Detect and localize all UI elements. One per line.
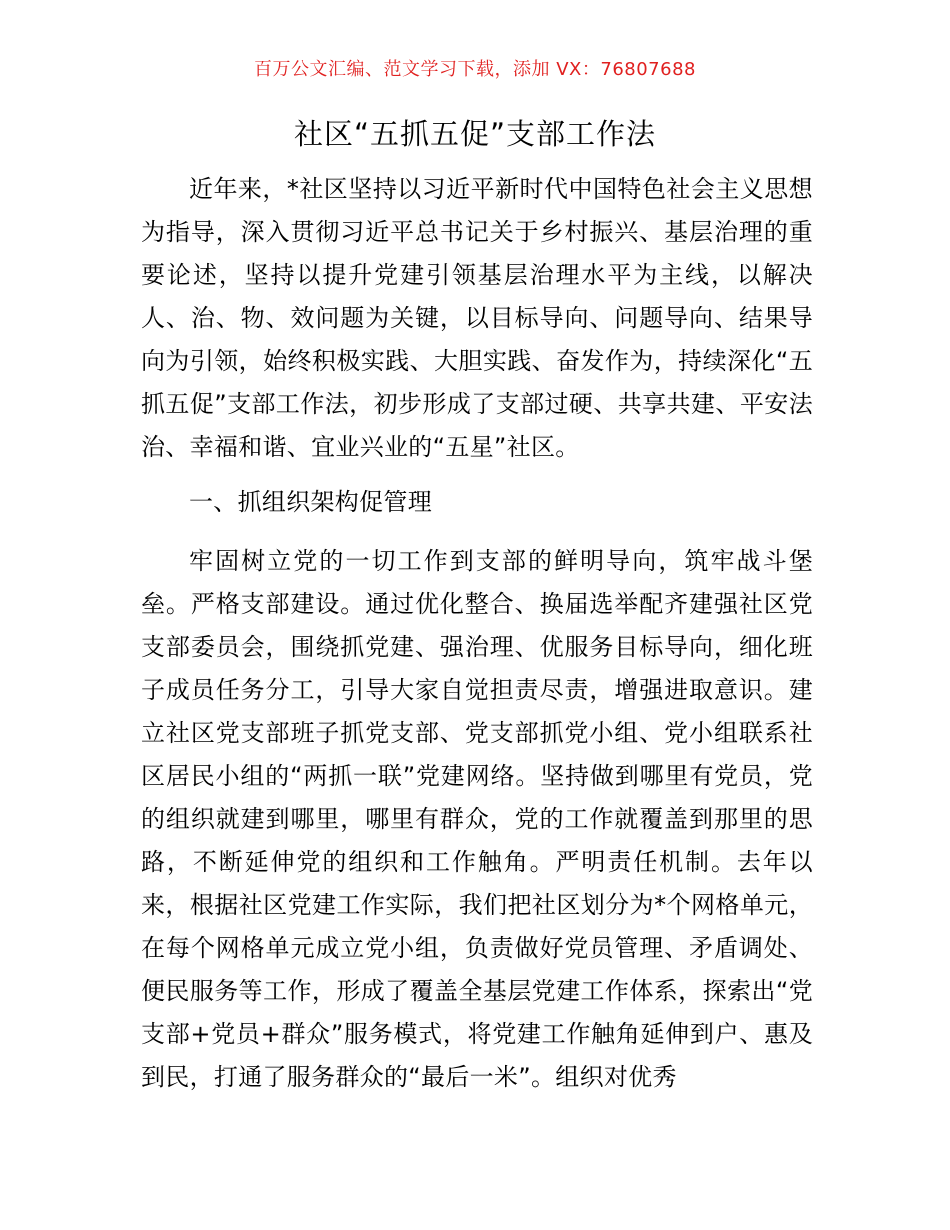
- section-heading-1: 一、抓组织架构促管理: [189, 488, 432, 516]
- header-notice: 百万公文汇编、范文学习下载，添加 VX：76807688: [254, 59, 696, 80]
- document-body: [141, 168, 813, 1099]
- document-title: 社区“五抓五促”支部工作法: [293, 117, 657, 151]
- section-1-paragraph: 牢固树立党的一切工作到支部的鲜明导向，筑牢战斗堡垒。严格支部建设。通过优化整合、换届选举配齐建强社区党支部委员会，围绕抓党建、强治理、优服务目标导向，细化班子成员任务分工，引导大家自觉担责尽责，增强进取意识。建立社区党支部班子抓党支部、党支部抓党小组、党小组联系社区居民小组的“两抓一联”党建网络。坚持做到哪里有党员，党的组织就建到哪里，哪里有群众，党的工作就覆盖到那里的思路，不断延伸党的组织和工作触角。严明责任机制。去年以来，根据社区党建工作实际，我们把社区划分为*个网格单元，在每个网格单元成立党小组，负责做好党员管理、矛盾调处、便民服务等工作，形成了覆盖全基层党建工作体系，探索出“党支部+党员+群众”服务模式，将党建工作触角延伸到户、惠及到民，打通了服务群众的“最后一米”。组织对优秀: [141, 547, 813, 1091]
- intro-paragraph: 近年来，*社区坚持以习近平新时代中国特色社会主义思想为指导，深入贯彻习近平总书记关于乡村振兴、基层治理的重要论述，坚持以提升党建引领基层治理水平为主线，以解决人、治、物、效问题为关键，以目标导向、问题导向、结果导向为引领，始终积极实践、大胆实践、奋发作为，持续深化“五抓五促”支部工作法，初步形成了支部过硬、共享共建、平安法治、幸福和谐、宜业兴业的“五星”社区。: [141, 175, 813, 461]
